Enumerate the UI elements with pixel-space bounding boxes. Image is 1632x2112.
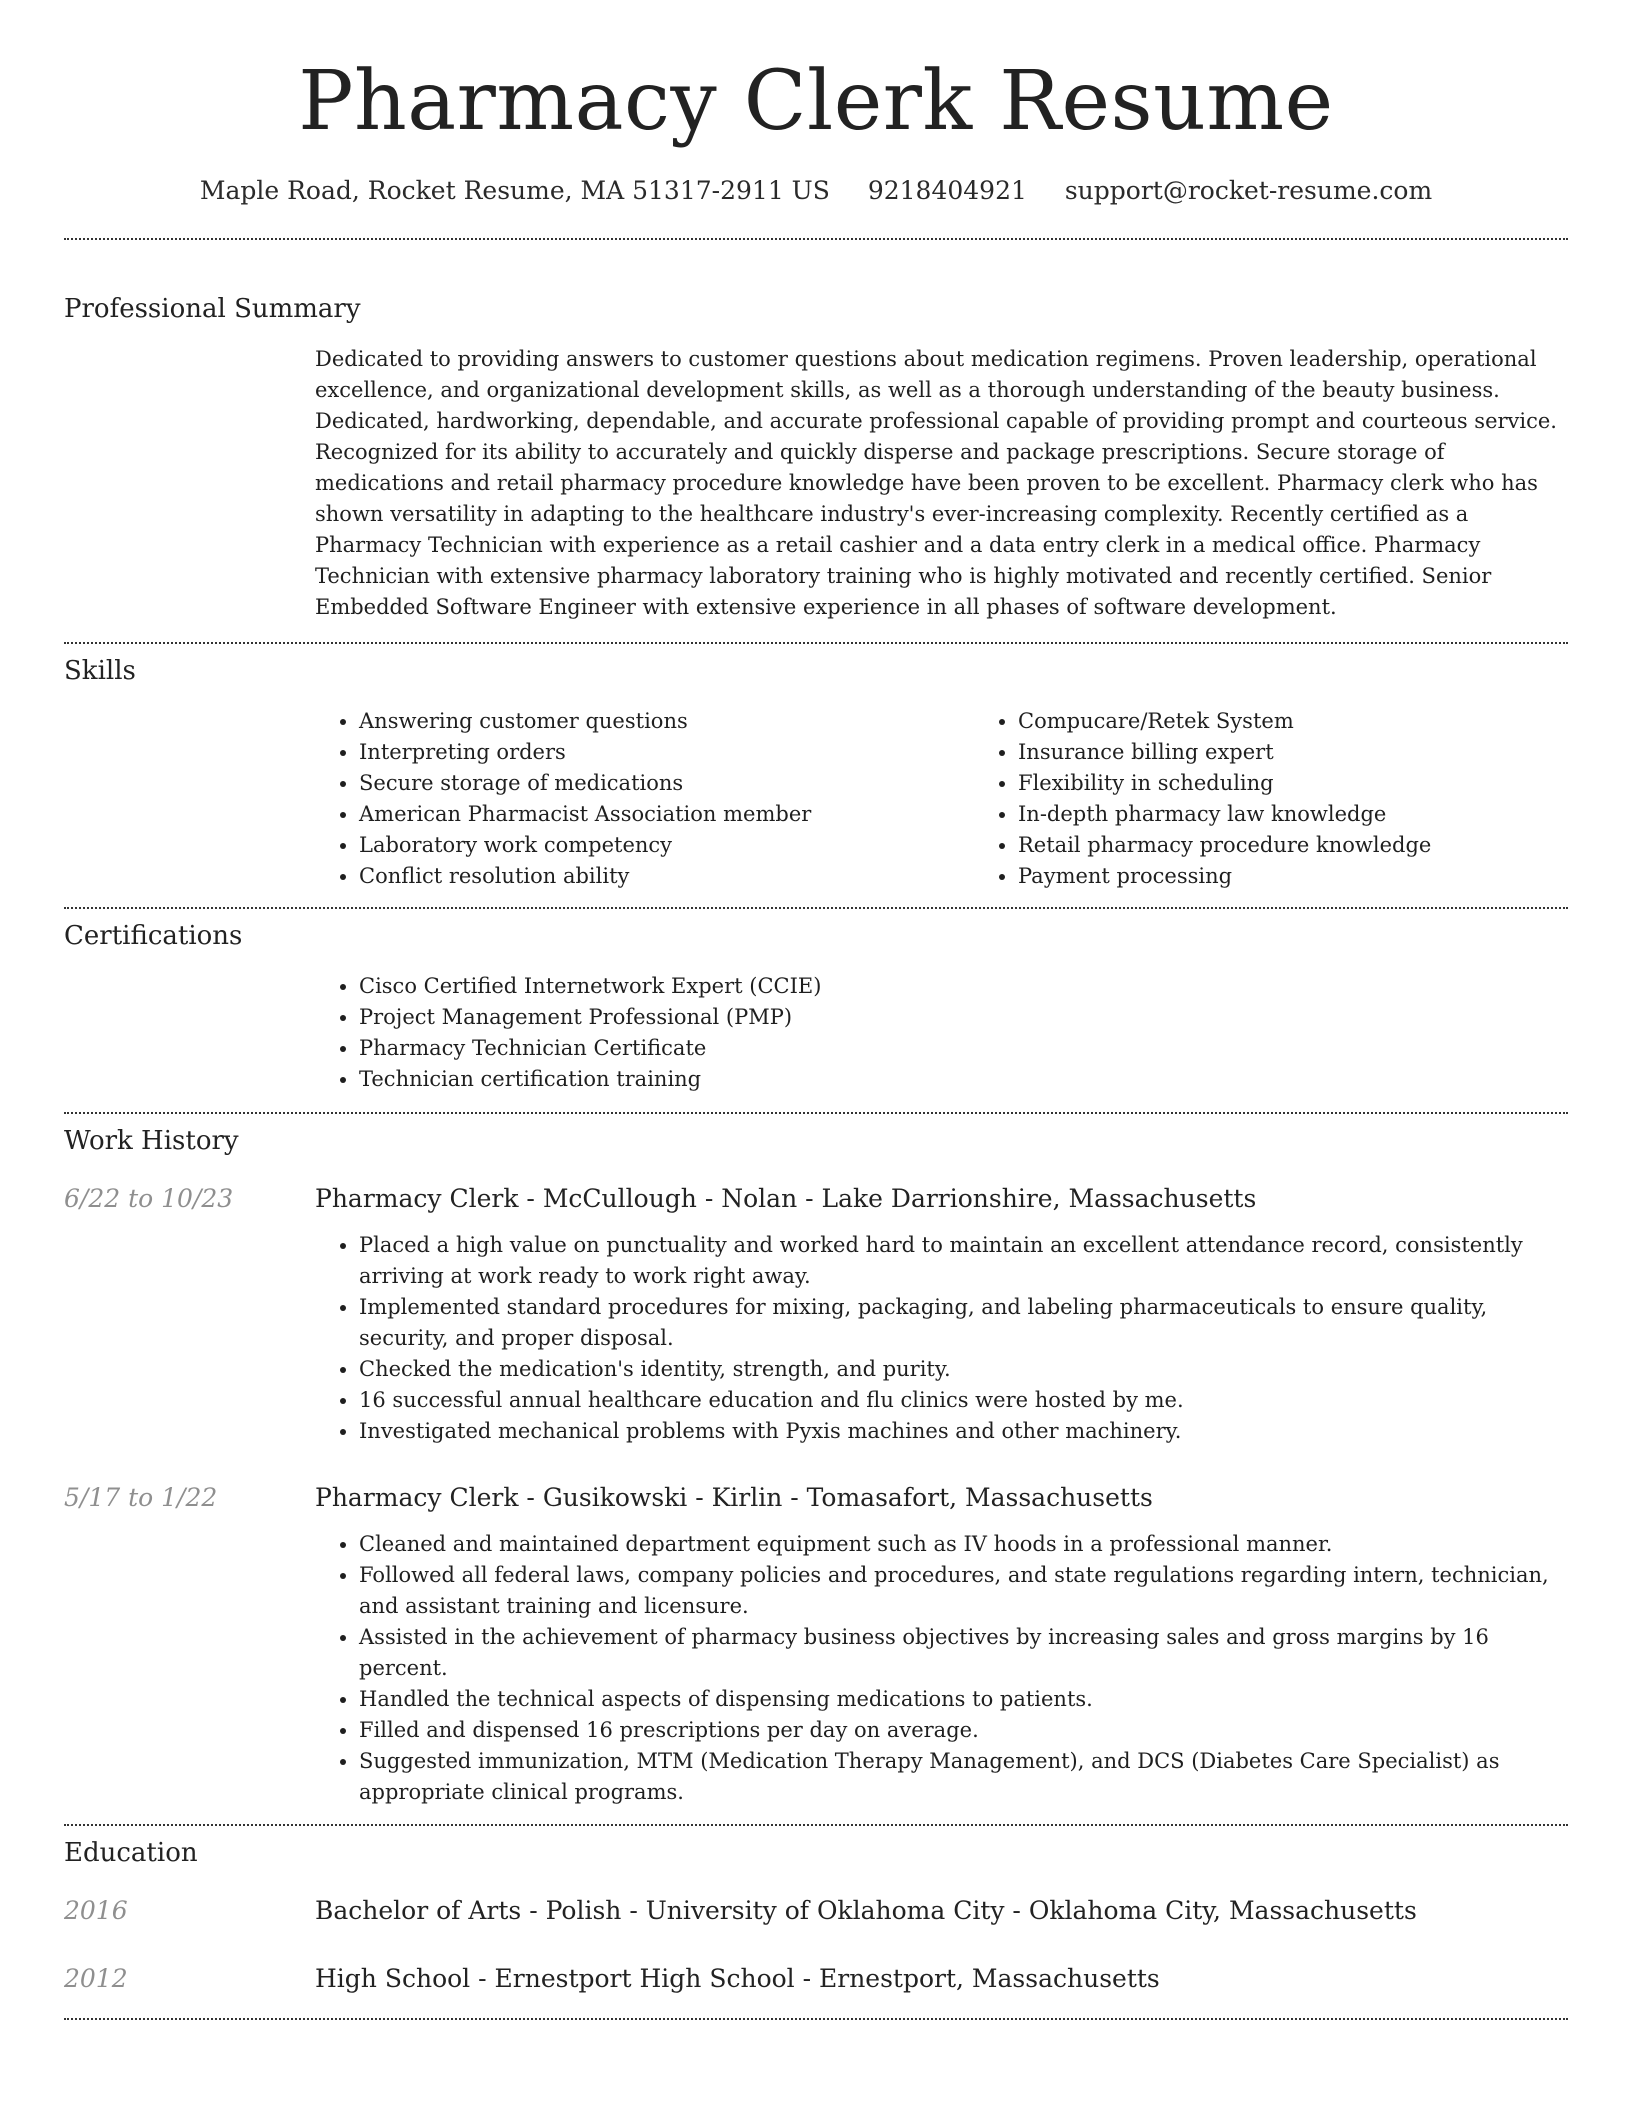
skill-item: • In-depth pharmacy law knowledge: [1018, 799, 1431, 830]
certifications-list: [315, 971, 1568, 1095]
job-bullet: • Followed all federal laws, company policies and procedures, and state regulations regarding intern, technician, and assistant training and licensure.: [359, 1560, 1568, 1622]
education-heading-text: High School - Ernestport High School - Ernestport, Massachusetts: [315, 1964, 1160, 1993]
job-date: 6/22 to 10/23: [64, 1184, 234, 1213]
skill-item: • Flexibility in scheduling: [1018, 768, 1431, 799]
job-entry: [64, 1481, 1568, 1824]
job-bullet: • Investigated mechanical problems with Pyxis machines and other machinery.: [359, 1416, 1568, 1447]
skill-item: • Laboratory work competency: [359, 830, 974, 861]
skill-item: • American Pharmacist Association member: [359, 799, 974, 830]
skill-item: • Payment processing: [1018, 861, 1431, 892]
skills-heading: Skills: [64, 656, 136, 686]
job-bullet: • Assisted in the achievement of pharmacy business objectives by increasing sales and gross margins by 16 percent.: [359, 1622, 1568, 1684]
job-bullet: • Suggested immunization, MTM (Medication Therapy Management), and DCS (Diabetes Care Specialist) as appropriate clinical programs.: [359, 1746, 1568, 1808]
summary-text: Dedicated to providing answers to customer questions about medication regimens. Proven leadership, operational excellence, and organizational development skills, as well as a thorough understanding of the beauty business. Dedicated, hardworking, dependable, and accurate professional capable of providing prompt and courteous service. Recognized for its ability to accurately and quickly disperse and package prescriptions. Secure storage of medications and retail pharmacy procedure knowledge have been proven to be excellent. Pharmacy clerk who has shown versatility in adapting to the healthcare industry's ever-increasing complexity. Recently certified as a Pharmacy Technician with experience as a retail cashier and a data entry clerk in a medical office. Pharmacy Technician with extensive pharmacy laboratory training who is highly motivated and recently certified. Senior Embedded Software Engineer with extensive experience in all phases of software development.: [315, 347, 1557, 619]
contact-address: Maple Road, Rocket Resume, MA 51317-2911 US: [199, 176, 830, 205]
job-bullet: • Cleaned and maintained department equipment such as IV hoods in a professional manner.: [359, 1529, 1568, 1560]
certification-item: • Pharmacy Technician Certificate: [359, 1033, 1568, 1064]
skills-list-right: [974, 706, 1431, 892]
job-bullet: • Handled the technical aspects of dispensing medications to patients.: [359, 1684, 1568, 1715]
summary-heading: Professional Summary: [64, 294, 361, 324]
skill-item: • Conflict resolution ability: [359, 861, 974, 892]
work-history-section: [64, 1114, 1568, 1824]
job-bullets: [315, 1230, 1568, 1447]
job-date: 5/17 to 1/22: [64, 1483, 218, 1512]
contact-email: support@rocket-resume.com: [1064, 176, 1433, 205]
education-heading: Education: [64, 1838, 198, 1868]
summary-section: [64, 240, 1568, 642]
job-heading: Pharmacy Clerk - McCullough - Nolan - Lake Darrionshire, Massachusetts: [315, 1184, 1257, 1213]
job-bullet: • 16 successful annual healthcare education and flu clinics were hosted by me.: [359, 1385, 1568, 1416]
resume-title: Pharmacy Clerk Resume: [298, 54, 1334, 149]
education-date: 2012: [64, 1964, 128, 1993]
certifications-heading: Certifications: [64, 921, 243, 951]
job-bullet: • Implemented standard procedures for mixing, packaging, and labeling pharmaceuticals to ensure quality, security, and proper disposal.: [359, 1292, 1568, 1354]
education-section: [64, 1826, 1568, 2018]
education-entry: [64, 1894, 1568, 1928]
job-heading: Pharmacy Clerk - Gusikowski - Kirlin - Tomasafort, Massachusetts: [315, 1483, 1153, 1512]
contact-phone: 9218404921: [867, 176, 1027, 205]
skills-section: [64, 644, 1568, 907]
skill-item: • Retail pharmacy procedure knowledge: [1018, 830, 1431, 861]
skills-list-left: [315, 706, 974, 892]
section-divider: [64, 2018, 1568, 2020]
certification-item: • Cisco Certified Internetwork Expert (CCIE): [359, 971, 1568, 1002]
certifications-section: [64, 909, 1568, 1112]
skill-item: • Answering customer questions: [359, 706, 974, 737]
education-date: 2016: [64, 1896, 128, 1925]
job-bullet: • Filled and dispensed 16 prescriptions per day on average.: [359, 1715, 1568, 1746]
skill-item: • Interpreting orders: [359, 737, 974, 768]
contact-line: [64, 174, 1568, 208]
skill-item: • Compucare/Retek System: [1018, 706, 1431, 737]
certification-item: • Project Management Professional (PMP): [359, 1002, 1568, 1033]
skill-item: • Insurance billing expert: [1018, 737, 1431, 768]
education-entry: [64, 1962, 1568, 2018]
job-bullet: • Placed a high value on punctuality and worked hard to maintain an excellent attendance record, consistently arriving at work ready to work right away.: [359, 1230, 1568, 1292]
work-history-heading: Work History: [64, 1126, 239, 1156]
job-entry: [64, 1182, 1568, 1447]
education-heading-text: Bachelor of Arts - Polish - University of Oklahoma City - Oklahoma City, Massachusetts: [315, 1896, 1417, 1925]
certification-item: • Technician certification training: [359, 1064, 1568, 1095]
job-bullets: [315, 1529, 1568, 1808]
skill-item: • Secure storage of medications: [359, 768, 974, 799]
job-bullet: • Checked the medication's identity, strength, and purity.: [359, 1354, 1568, 1385]
